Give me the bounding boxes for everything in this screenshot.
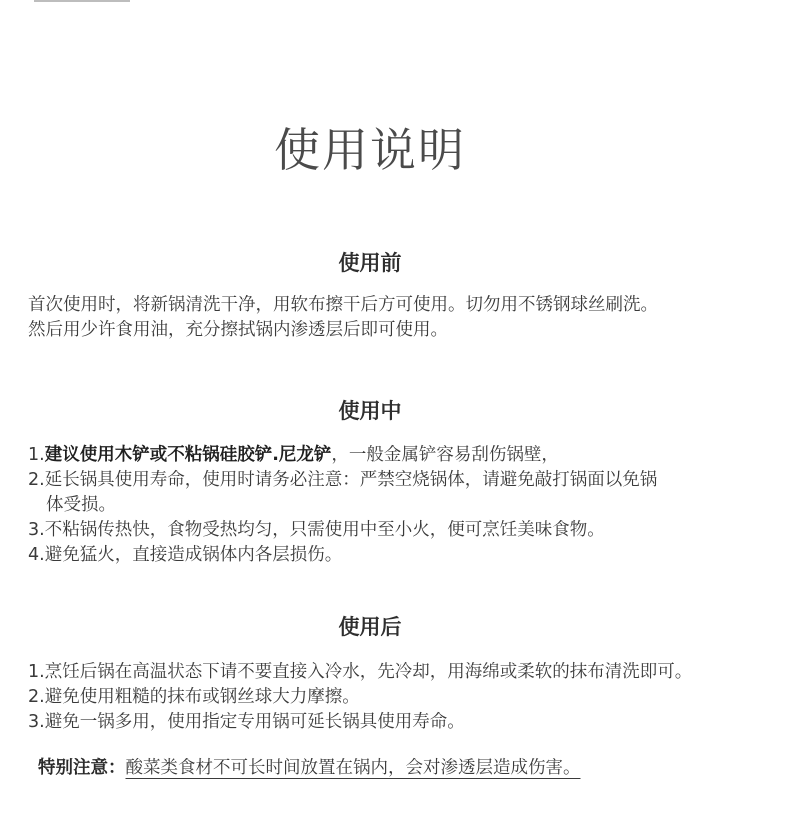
list-item-number: 1. [28,445,45,465]
list-item-strong-text: 建议使用木铲或不粘锅硅胶铲.尼龙铲 [44,445,332,465]
list-item-number: 3. [28,712,45,732]
special-notice [38,755,581,781]
notice-text: 酸菜类食材不可长时间放置在锅内，会对渗透层造成伤害。 [125,758,581,778]
list-item-number: 2. [28,470,45,490]
list-item [28,468,783,518]
list-item-text: 避免使用粗糙的抹布或钢丝球大力摩擦。 [44,687,360,707]
list-item-number: 1. [28,662,45,682]
list-item [28,685,783,710]
list-item-text: 烹饪后锅在高温状态下请不要直接入冷水，先冷却，用海绵或柔软的抹布清洗即可。 [44,662,693,682]
list-item-number: 3. [28,520,45,540]
list-item [28,518,783,543]
before-paragraph-line-1: 首次使用时，将新锅清洗干净，用软布擦干后方可使用。切勿用不锈钢球丝刷洗。 [28,295,658,315]
section-heading-during: 使用中 [338,399,402,423]
list-item-number: 4. [28,545,45,565]
list-item [28,443,783,468]
list-item [28,543,783,568]
section-heading-before: 使用前 [338,251,402,275]
list-item-text: 避免一锅多用，使用指定专用锅可延长锅具使用寿命。 [44,712,465,732]
notice-label: 特别注意： [38,758,126,778]
list-item [28,660,783,685]
list-item-text: ，一般金属铲容易刮伤锅壁， [331,445,559,465]
list-item-text: 避免猛火，直接造成锅体内各层损伤。 [44,545,343,565]
list-item [28,710,783,735]
list-item-number: 2. [28,687,45,707]
list-item-text: 不粘锅传热快，食物受热均匀，只需使用中至小火，便可烹饪美味食物。 [44,520,605,540]
list-item-continuation: 体受损。 [46,495,116,515]
top-divider-tab [34,0,130,2]
after-list [28,660,783,735]
during-list [28,443,783,568]
section-heading-after: 使用后 [338,615,402,639]
before-paragraph-line-2: 然后用少许食用油，充分擦拭锅内渗透层后即可使用。 [28,320,448,340]
list-item-text: 延长锅具使用寿命，使用时请务必注意：严禁空烧锅体，请避免敲打锅面以免锅 [44,470,658,490]
page-title: 使用说明 [274,123,466,177]
